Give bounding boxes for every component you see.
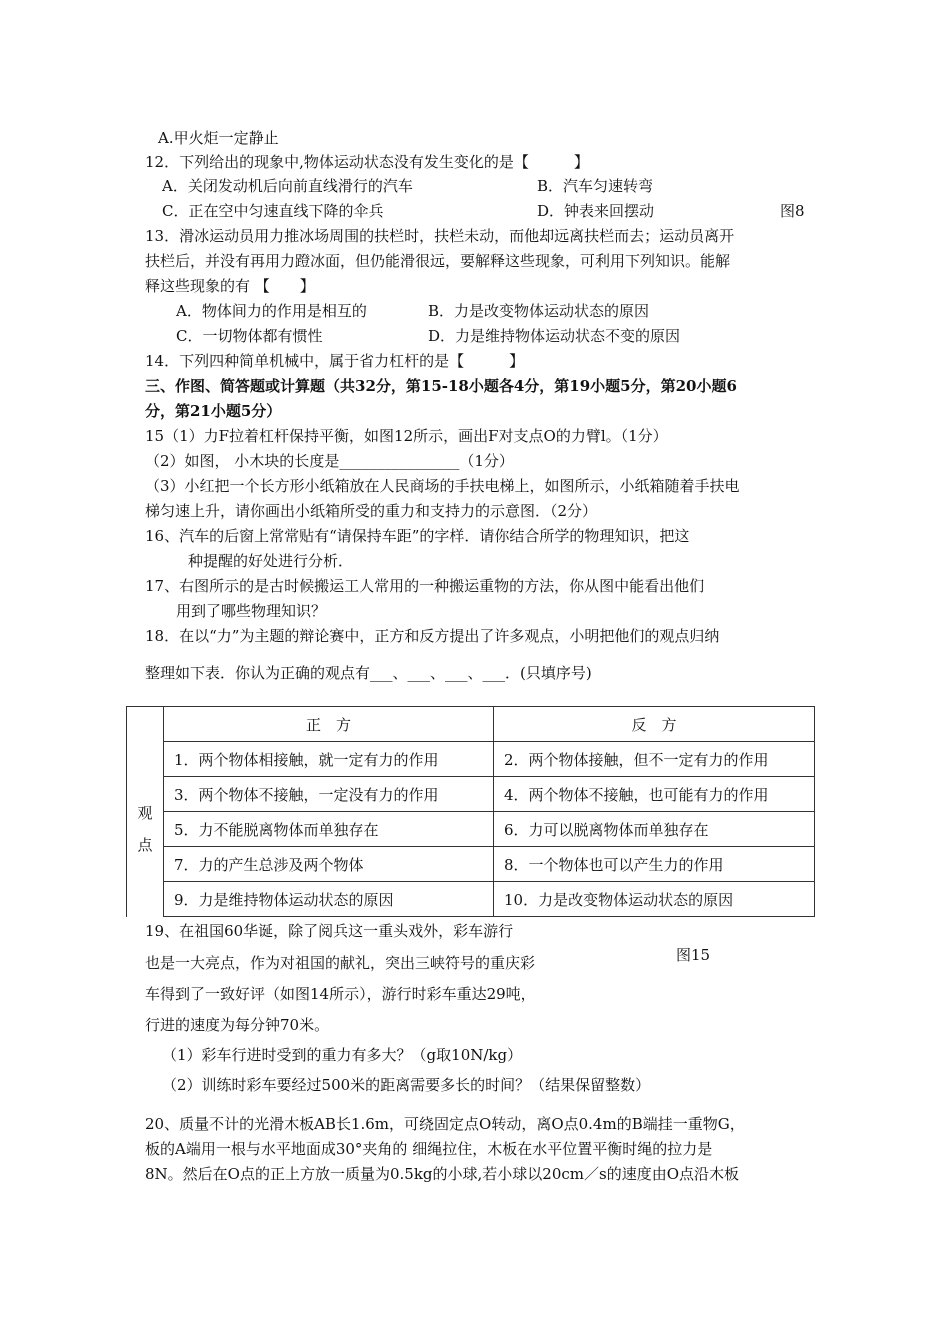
side-label: [127, 742, 164, 917]
option-b: B．力是改变物体运动状态的原因: [428, 302, 650, 320]
table-cell: 2．两个物体接触，但不一定有力的作用: [494, 742, 815, 777]
text-line: 板的A端用一根与水平地面成30°夹角的 细绳拉住，木板在水平位置平衡时绳的拉力是: [145, 1140, 713, 1158]
text-line: 种提醒的好处进行分析．: [188, 552, 354, 570]
question-15: 15（1）力F拉着杠杆保持平衡，如图12所示，画出F对支点O的力臂l。（1分）: [145, 427, 668, 445]
figure-label: 图8: [780, 202, 805, 220]
question-15-3: （3）小红把一个长方形小纸箱放在人民商场的手扶电梯上，如图所示，小纸箱随着手扶电: [145, 477, 740, 495]
question-19: 19、在祖国60华诞，除了阅兵这一重头戏外，彩车游行: [145, 922, 514, 940]
text-line: 8N。然后在O点的正上方放一质量为0.5kg的小球,若小球以20cm／s的速度由O点沿木板: [145, 1165, 739, 1183]
question-17: 17、右图所示的是古时候搬运工人常用的一种搬运重物的方法，你从图中能看出他们: [145, 577, 705, 595]
section-heading: 三、作图、简答题或计算题（共32分，第15-18小题各4分，第19小题5分，第20小题6: [145, 377, 737, 395]
table-cell: 1．两个物体相接触，就一定有力的作用: [164, 742, 494, 777]
text-line: A.甲火炬一定静止: [158, 129, 279, 147]
option-a: A．关闭发动机后向前直线滑行的汽车: [162, 177, 413, 195]
table-row: [127, 742, 815, 777]
header-affirmative: 正 方: [164, 707, 494, 742]
table-cell: 3．两个物体不接触，一定没有力的作用: [164, 777, 494, 812]
table-cell: 9．力是维持物体运动状态的原因: [164, 882, 494, 917]
side-label-1: 观: [137, 804, 153, 822]
option-c: C．正在空中匀速直线下降的伞兵: [162, 202, 384, 220]
table-cell: 7．力的产生总涉及两个物体: [164, 847, 494, 882]
text-line: 车得到了一致好评（如图14所示），游行时彩车重达29吨，: [145, 985, 536, 1003]
section-heading-cont: 分，第21小题5分）: [145, 402, 282, 420]
question-19-2: （2）训练时彩车要经过500米的距离需要多长的时间？（结果保留整数）: [162, 1076, 651, 1094]
question-13: 13．滑冰运动员用力推冰场周围的扶栏时，扶栏未动，而他却远离扶栏而去；运动员离开: [145, 227, 735, 245]
table-header-row: [127, 707, 815, 742]
text-line: 扶栏后，并没有再用力蹬冰面，但仍能滑很远，要解释这些现象，可利用下列知识。能解: [145, 252, 731, 270]
table-row: [127, 812, 815, 847]
text-line: 也是一大亮点，作为对祖国的献礼，突出三峡符号的重庆彩: [145, 954, 536, 972]
text-line: 梯匀速上升，请你画出小纸箱所受的重力和支持力的示意图．（2分）: [145, 502, 598, 520]
question-19-1: （1）彩车行进时受到的重力有多大？（g取10N/kg）: [162, 1046, 523, 1064]
side-label-2: 点: [137, 836, 153, 854]
table-cell: 6．力可以脱离物体而单独存在: [494, 812, 815, 847]
table-row: [127, 847, 815, 882]
text-line: 整理如下表．你认为正确的观点有___、___、___、___．(只填序号): [145, 664, 592, 682]
text-line: 释这些现象的有 【 】: [145, 277, 315, 295]
question-15-2: （2）如图， 小木块的长度是________________（1分）: [145, 452, 514, 470]
question-20: 20、质量不计的光滑木板AB长1.6m，可绕固定点O转动，离O点0.4m的B端挂一重物G，: [145, 1115, 745, 1133]
table-cell: 8．一个物体也可以产生力的作用: [494, 847, 815, 882]
question-18: 18．在以“力”为主题的辩论赛中，正方和反方提出了许多观点，小明把他们的观点归纳: [145, 627, 720, 645]
question-16: 16、汽车的后窗上常常贴有“请保持车距”的字样．请你结合所学的物理知识，把这: [145, 527, 690, 545]
table-corner-cell: [127, 707, 164, 742]
option-a: A．物体间力的作用是相互的: [176, 302, 367, 320]
option-d: D．力是维持物体运动状态不变的原因: [428, 327, 681, 345]
text-line: 行进的速度为每分钟70米。: [145, 1016, 330, 1034]
table-row: [127, 882, 815, 917]
viewpoint-table: [126, 706, 815, 917]
table-cell: 5．力不能脱离物体而单独存在: [164, 812, 494, 847]
text-line: 用到了哪些物理知识？: [176, 602, 327, 620]
option-b: B．汽车匀速转弯: [537, 177, 654, 195]
option-c: C．一切物体都有惯性: [176, 327, 323, 345]
table-cell: 4．两个物体不接触，也可能有力的作用: [494, 777, 815, 812]
table-cell: 10．力是改变物体运动状态的原因: [494, 882, 815, 917]
question-12: 12．下列给出的现象中,物体运动状态没有发生变化的是【 】: [145, 153, 589, 171]
header-negative: 反 方: [494, 707, 815, 742]
option-d: D．钟表来回摆动: [537, 202, 655, 220]
table-row: [127, 777, 815, 812]
figure-label: 图15: [676, 946, 711, 964]
question-14: 14．下列四种简单机械中，属于省力杠杆的是【 】: [145, 352, 525, 370]
